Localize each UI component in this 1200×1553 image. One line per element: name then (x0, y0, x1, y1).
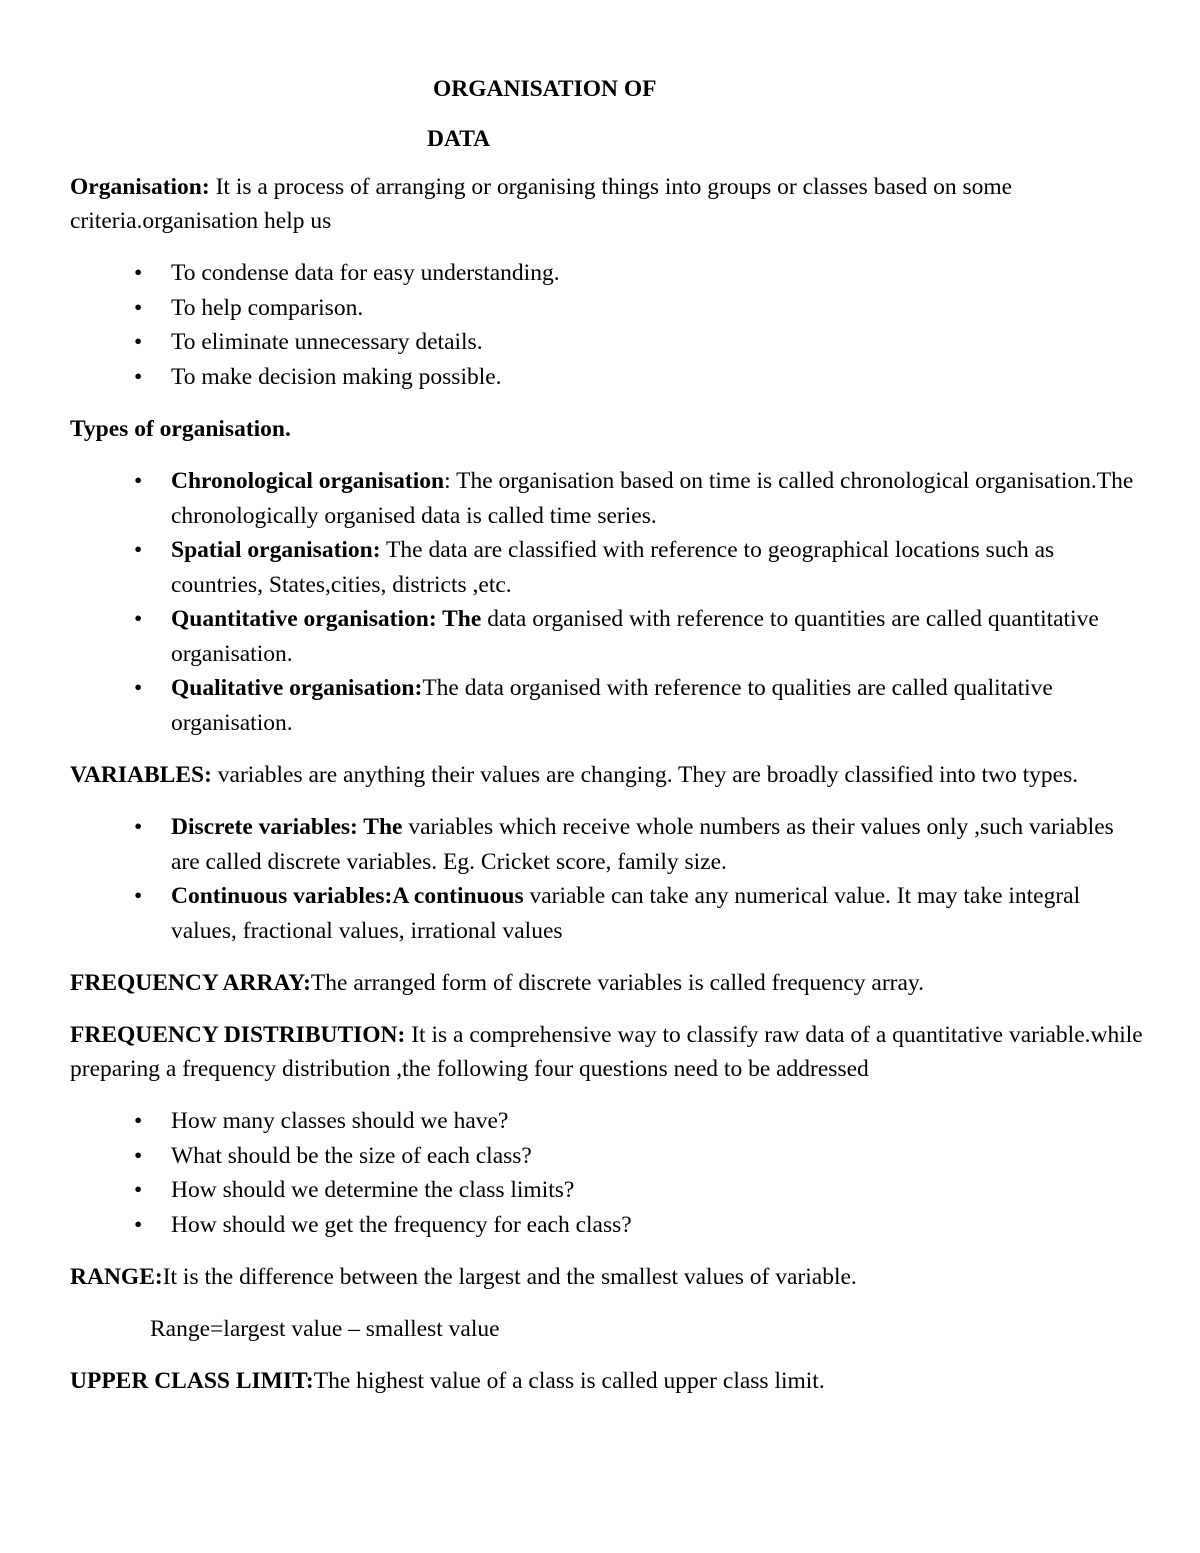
list-item-text: How many classes should we have? (171, 1108, 509, 1134)
upper-class-limit-definition (70, 1364, 1145, 1398)
bullet-icon: • (134, 537, 143, 563)
bullet-icon: • (134, 363, 143, 390)
list-item-text: How should we determine the class limits? (171, 1177, 575, 1203)
range-term: RANGE: (70, 1264, 163, 1290)
document-body (70, 170, 1145, 1416)
bullet-icon: • (134, 606, 143, 632)
list-item-text: To help comparison. (171, 294, 364, 321)
list-item-term: Quantitative organisation: The (171, 606, 482, 632)
frequency-array-term: FREQUENCY ARRAY: (70, 970, 311, 996)
list-item-text: data organised with reference to quantities are called quantitative organisation. (171, 606, 1099, 667)
list-item (70, 1139, 1145, 1174)
organisation-uses-list (70, 256, 1145, 394)
upper-class-limit-text: The highest value of a class is called upper class limit. (313, 1368, 825, 1394)
list-item-text: The data organised with reference to qualities are called qualitative organisation. (171, 675, 1053, 736)
organisation-text: It is a process of arranging or organising things into groups or classes based on some criteria.organisation help us (70, 174, 1013, 234)
list-item (70, 671, 1145, 740)
range-formula: Range=largest value – smallest value (150, 1316, 500, 1342)
list-item-term: Spatial organisation: (171, 537, 381, 563)
organisation-definition (70, 170, 1145, 238)
list-item-text: How should we get the frequency for each class? (171, 1211, 632, 1238)
list-item-text: What should be the size of each class? (171, 1142, 532, 1169)
list-item-term: Continuous variables:A continuous (171, 883, 524, 909)
list-item (70, 256, 1145, 291)
list-item-term: Discrete variables: The (171, 814, 403, 840)
list-item (70, 291, 1145, 326)
list-item (70, 879, 1145, 948)
list-item-text: variables which receive whole numbers as their values only ,such variables are called discrete variables. Eg. Cricket score, family size. (171, 814, 1114, 875)
bullet-icon: • (134, 1177, 143, 1203)
variables-list (70, 810, 1145, 948)
bullet-icon: • (134, 814, 143, 840)
variables-term: VARIABLES: (70, 762, 212, 788)
bullet-icon: • (134, 260, 143, 286)
frequency-distribution-text: It is a comprehensive way to classify raw data of a quantitative variable.while preparing a frequency distribution ,the following four questions need to be addressed (70, 1022, 1143, 1082)
frequency-array-text: The arranged form of discrete variables is called frequency array. (310, 970, 924, 996)
bullet-icon: • (134, 883, 143, 909)
list-item (70, 810, 1145, 879)
list-item (70, 360, 1145, 395)
range-definition (70, 1260, 1145, 1294)
variables-text: variables are anything their values are changing. They are broadly classified into two types. (211, 762, 1079, 788)
frequency-distribution-definition (70, 1018, 1145, 1086)
types-heading (70, 412, 1145, 446)
bullet-icon: • (134, 294, 143, 321)
bullet-icon: • (134, 1211, 143, 1238)
organisation-term: Organisation: (70, 174, 210, 200)
types-list (70, 464, 1145, 740)
document-title-line-2: DATA (427, 126, 491, 152)
bullet-icon: • (134, 1142, 143, 1169)
list-item-text: variable can take any numerical value. It may take integral values, fractional values, irrational values (171, 883, 1081, 944)
range-text: It is the difference between the largest and the smallest values of variable. (162, 1264, 857, 1290)
list-item (70, 1104, 1145, 1139)
list-item-text: To eliminate unnecessary details. (171, 329, 483, 355)
bullet-icon: • (134, 468, 143, 494)
frequency-questions-list (70, 1104, 1145, 1242)
upper-class-limit-term: UPPER CLASS LIMIT: (70, 1368, 314, 1394)
list-item (70, 602, 1145, 671)
frequency-distribution-term: FREQUENCY DISTRIBUTION: (70, 1022, 406, 1048)
list-item-term: Qualitative organisation: (171, 675, 423, 701)
list-item-term: Chronological organisation (171, 468, 445, 494)
list-item (70, 464, 1145, 533)
list-item (70, 1173, 1145, 1208)
list-item (70, 325, 1145, 360)
list-item-text: : The organisation based on time is called chronological organisation.The chronologically organised data is called time series. (171, 468, 1134, 529)
frequency-array-definition (70, 966, 1145, 1000)
list-item-text: To make decision making possible. (171, 363, 502, 390)
bullet-icon: • (134, 1108, 143, 1134)
variables-definition (70, 758, 1145, 792)
bullet-icon: • (134, 329, 143, 355)
list-item (70, 533, 1145, 602)
document-title-line-1: ORGANISATION OF (433, 76, 657, 102)
list-item-text: The data are classified with reference to geographical locations such as countries, States,cities, districts ,etc. (171, 537, 1055, 598)
bullet-icon: • (134, 675, 143, 701)
list-item-text: To condense data for easy understanding. (171, 260, 560, 286)
list-item (70, 1208, 1145, 1243)
types-heading-text: Types of organisation. (70, 416, 291, 442)
